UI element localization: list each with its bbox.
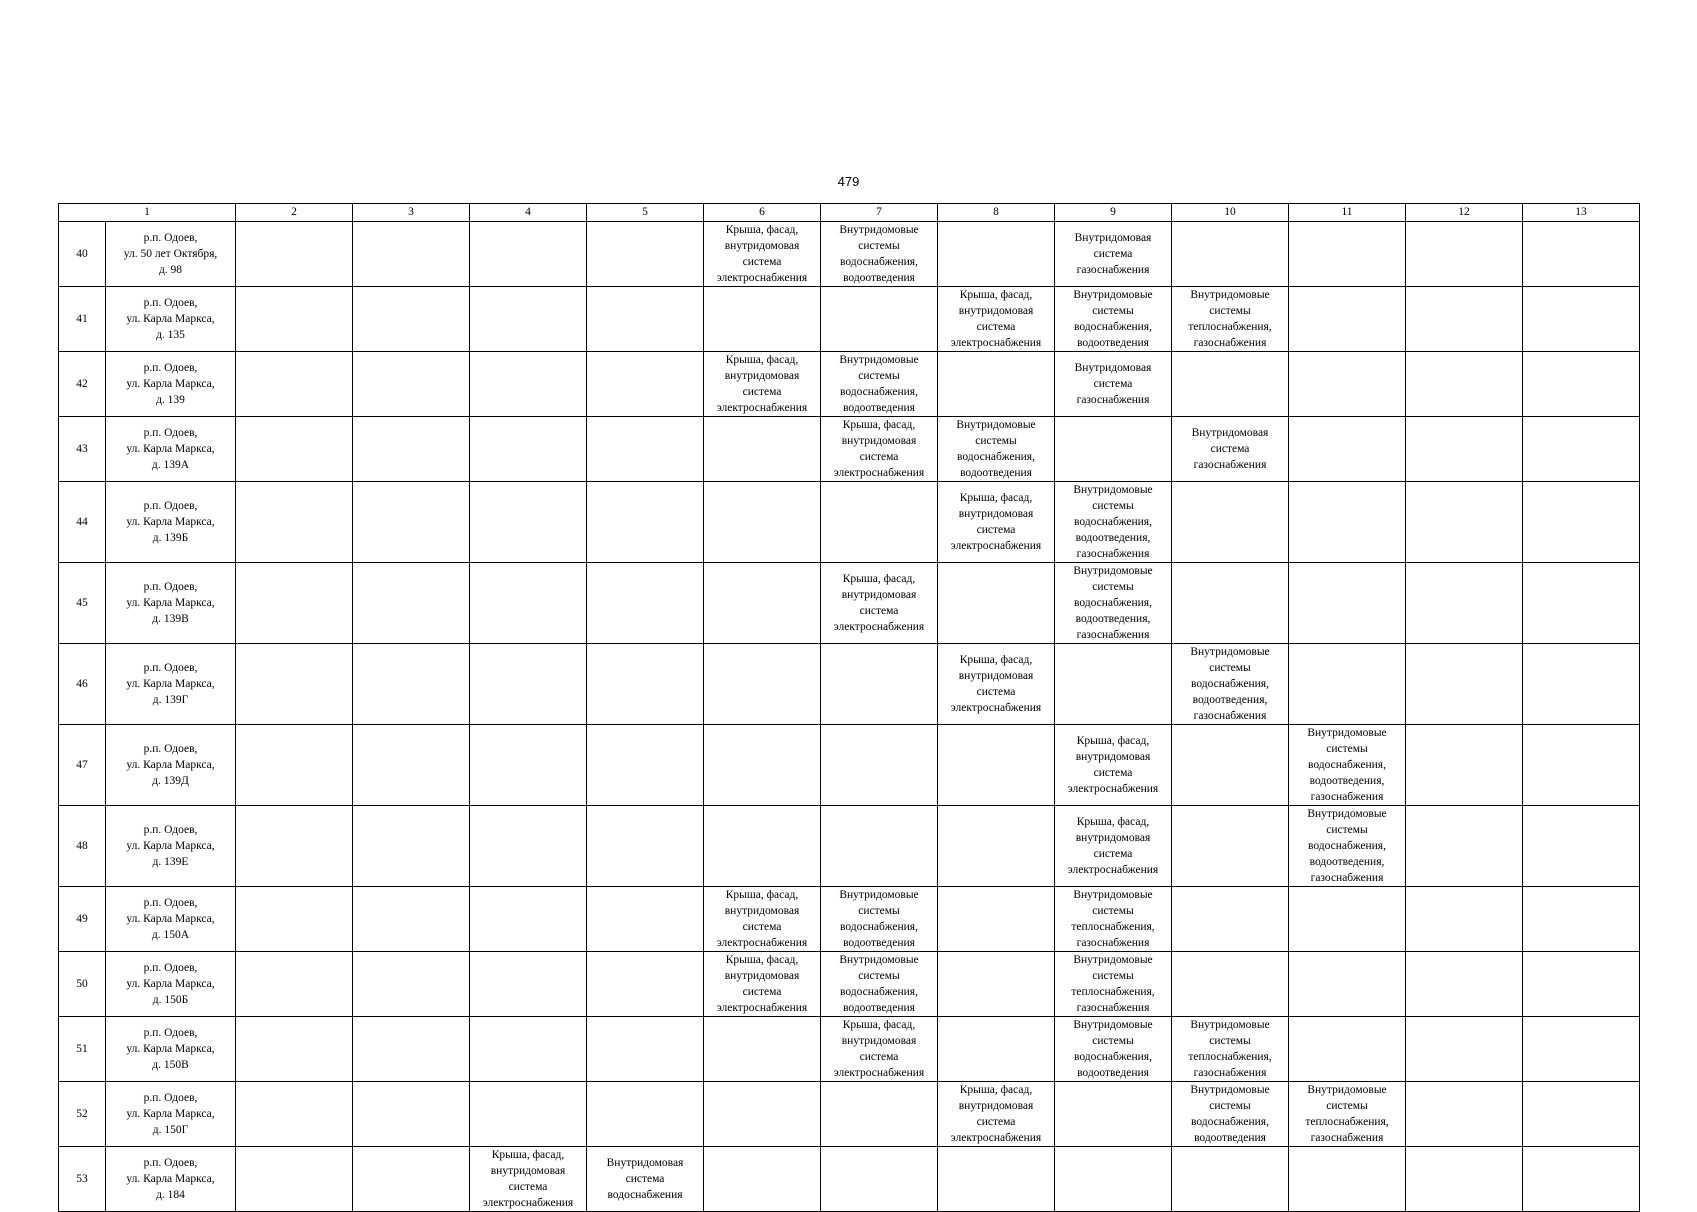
work-cell-col-7 <box>821 563 938 644</box>
work-cell-col-13 <box>1523 287 1640 352</box>
table-row <box>59 482 1640 563</box>
work-cell-col-9 <box>1055 222 1172 287</box>
work-cell-col-12 <box>1406 563 1523 644</box>
work-cell-col-9 <box>1055 287 1172 352</box>
work-type-text: Внутридомовые системы теплоснабжения, газоснабжения <box>1071 889 1155 949</box>
table-row <box>59 1017 1640 1082</box>
work-cell-col-13 <box>1523 1147 1640 1212</box>
table-row <box>59 287 1640 352</box>
work-cell-col-13 <box>1523 352 1640 417</box>
work-cell-col-13 <box>1523 952 1640 1017</box>
work-cell-col-4 <box>470 806 587 887</box>
work-type-text: Внутридомовые системы водоснабжения, водоотведения <box>839 889 919 949</box>
work-cell-col-13 <box>1523 1082 1640 1147</box>
column-header-4: 4 <box>470 204 587 222</box>
work-cell-col-3 <box>353 287 470 352</box>
work-cell-col-7 <box>821 482 938 563</box>
work-cell-col-5 <box>587 1147 704 1212</box>
work-cell-col-6 <box>704 725 821 806</box>
work-cell-col-5 <box>587 1082 704 1147</box>
work-cell-col-6 <box>704 222 821 287</box>
work-cell-col-6 <box>704 1082 821 1147</box>
work-cell-col-10 <box>1172 417 1289 482</box>
row-number: 49 <box>59 887 106 952</box>
address-cell <box>106 1082 236 1147</box>
work-cell-col-10 <box>1172 887 1289 952</box>
column-header-9: 9 <box>1055 204 1172 222</box>
work-type-text: Внутридомовые системы водоснабжения, водоотведения, газоснабжения <box>1190 646 1270 722</box>
work-cell-col-5 <box>587 287 704 352</box>
work-cell-col-2 <box>236 1017 353 1082</box>
work-cell-col-4 <box>470 1082 587 1147</box>
work-cell-col-9 <box>1055 1082 1172 1147</box>
work-cell-col-11 <box>1289 887 1406 952</box>
work-cell-col-12 <box>1406 725 1523 806</box>
row-number: 44 <box>59 482 106 563</box>
work-cell-col-12 <box>1406 887 1523 952</box>
work-cell-col-6 <box>704 563 821 644</box>
row-number: 41 <box>59 287 106 352</box>
address-text: р.п. Одоев, ул. Карла Маркса, д. 139Д <box>126 743 215 787</box>
work-type-text: Внутридомовые системы теплоснабжения, газоснабжения <box>1188 289 1272 349</box>
work-cell-col-4 <box>470 1147 587 1212</box>
work-cell-col-7 <box>821 806 938 887</box>
work-cell-col-10 <box>1172 563 1289 644</box>
work-cell-col-6 <box>704 417 821 482</box>
work-type-text: Крыша, фасад, внутридомовая система электроснабжения <box>716 954 808 1014</box>
address-text: р.п. Одоев, ул. Карла Маркса, д. 139А <box>126 427 215 471</box>
work-cell-col-7 <box>821 644 938 725</box>
work-cell-col-5 <box>587 222 704 287</box>
work-cell-col-8 <box>938 725 1055 806</box>
work-cell-col-7 <box>821 952 938 1017</box>
row-number: 48 <box>59 806 106 887</box>
work-cell-col-9 <box>1055 952 1172 1017</box>
work-cell-col-2 <box>236 287 353 352</box>
work-cell-col-3 <box>353 1147 470 1212</box>
work-type-text: Внутридомовая система газоснабжения <box>1191 427 1269 471</box>
work-cell-col-11 <box>1289 1082 1406 1147</box>
work-cell-col-3 <box>353 1017 470 1082</box>
work-cell-col-5 <box>587 725 704 806</box>
address-cell <box>106 644 236 725</box>
work-cell-col-3 <box>353 222 470 287</box>
work-type-text: Крыша, фасад, внутридомовая система электроснабжения <box>716 889 808 949</box>
work-type-text: Крыша, фасад, внутридомовая система электроснабжения <box>716 224 808 284</box>
table-row <box>59 952 1640 1017</box>
work-cell-col-12 <box>1406 287 1523 352</box>
column-header-10: 10 <box>1172 204 1289 222</box>
work-cell-col-4 <box>470 1017 587 1082</box>
work-cell-col-2 <box>236 1082 353 1147</box>
work-cell-col-8 <box>938 482 1055 563</box>
work-cell-col-8 <box>938 1082 1055 1147</box>
work-cell-col-11 <box>1289 222 1406 287</box>
address-cell <box>106 287 236 352</box>
work-cell-col-6 <box>704 1017 821 1082</box>
work-type-text: Внутридомовая система водоснабжения <box>606 1157 684 1201</box>
address-text: р.п. Одоев, ул. Карла Маркса, д. 150В <box>126 1027 215 1071</box>
work-cell-col-9 <box>1055 1147 1172 1212</box>
work-cell-col-2 <box>236 222 353 287</box>
work-cell-col-4 <box>470 352 587 417</box>
work-type-text: Внутридомовые системы водоснабжения, водоотведения <box>839 354 919 414</box>
row-number: 46 <box>59 644 106 725</box>
work-cell-col-5 <box>587 482 704 563</box>
work-cell-col-3 <box>353 725 470 806</box>
work-cell-col-6 <box>704 482 821 563</box>
work-cell-col-10 <box>1172 1082 1289 1147</box>
work-cell-col-6 <box>704 952 821 1017</box>
work-type-text: Внутридомовые системы водоснабжения, водоотведения <box>1190 1084 1270 1144</box>
row-number: 51 <box>59 1017 106 1082</box>
work-cell-col-6 <box>704 352 821 417</box>
work-cell-col-2 <box>236 725 353 806</box>
work-type-text: Крыша, фасад, внутридомовая система электроснабжения <box>482 1149 574 1209</box>
row-number: 47 <box>59 725 106 806</box>
row-number: 40 <box>59 222 106 287</box>
work-cell-col-7 <box>821 1082 938 1147</box>
address-cell <box>106 806 236 887</box>
work-cell-col-8 <box>938 806 1055 887</box>
table-row <box>59 563 1640 644</box>
column-header-5: 5 <box>587 204 704 222</box>
work-cell-col-9 <box>1055 887 1172 952</box>
work-cell-col-4 <box>470 887 587 952</box>
address-text: р.п. Одоев, ул. Карла Маркса, д. 139Б <box>126 500 215 544</box>
work-type-text: Внутридомовые системы водоснабжения, водоотведения, газоснабжения <box>1307 727 1387 803</box>
work-cell-col-9 <box>1055 352 1172 417</box>
work-cell-col-12 <box>1406 222 1523 287</box>
work-cell-col-12 <box>1406 352 1523 417</box>
table-row <box>59 644 1640 725</box>
address-cell <box>106 222 236 287</box>
work-cell-col-12 <box>1406 1082 1523 1147</box>
work-cell-col-12 <box>1406 417 1523 482</box>
address-cell <box>106 482 236 563</box>
table-row <box>59 1082 1640 1147</box>
work-cell-col-11 <box>1289 482 1406 563</box>
work-cell-col-12 <box>1406 806 1523 887</box>
work-cell-col-7 <box>821 287 938 352</box>
work-cell-col-10 <box>1172 952 1289 1017</box>
work-cell-col-3 <box>353 563 470 644</box>
work-type-text: Крыша, фасад, внутридомовая система электроснабжения <box>950 654 1042 714</box>
work-type-text: Крыша, фасад, внутридомовая система электроснабжения <box>950 1084 1042 1144</box>
address-text: р.п. Одоев, ул. Карла Маркса, д. 139 <box>126 362 215 406</box>
column-header-1: 1 <box>59 204 236 222</box>
work-cell-col-11 <box>1289 952 1406 1017</box>
work-type-text: Внутридомовые системы теплоснабжения, газоснабжения <box>1188 1019 1272 1079</box>
work-cell-col-8 <box>938 952 1055 1017</box>
row-number: 45 <box>59 563 106 644</box>
work-cell-col-7 <box>821 352 938 417</box>
work-cell-col-2 <box>236 644 353 725</box>
work-cell-col-3 <box>353 952 470 1017</box>
work-type-text: Внутридомовые системы водоснабжения, водоотведения <box>839 954 919 1014</box>
work-cell-col-13 <box>1523 417 1640 482</box>
address-cell <box>106 1147 236 1212</box>
work-type-text: Внутридомовые системы теплоснабжения, газоснабжения <box>1305 1084 1389 1144</box>
address-text: р.п. Одоев, ул. Карла Маркса, д. 139Г <box>126 662 215 706</box>
work-cell-col-2 <box>236 482 353 563</box>
address-text: р.п. Одоев, ул. 50 лет Октября, д. 98 <box>123 232 218 276</box>
work-cell-col-2 <box>236 1147 353 1212</box>
work-cell-col-11 <box>1289 1017 1406 1082</box>
work-cell-col-8 <box>938 352 1055 417</box>
work-cell-col-5 <box>587 1017 704 1082</box>
address-cell <box>106 725 236 806</box>
work-type-text: Крыша, фасад, внутридомовая система электроснабжения <box>950 492 1042 552</box>
work-cell-col-12 <box>1406 1147 1523 1212</box>
work-cell-col-10 <box>1172 222 1289 287</box>
work-type-text: Внутридомовые системы водоснабжения, водоотведения <box>1073 1019 1153 1079</box>
work-cell-col-12 <box>1406 1017 1523 1082</box>
work-cell-col-7 <box>821 887 938 952</box>
work-cell-col-13 <box>1523 887 1640 952</box>
work-cell-col-9 <box>1055 563 1172 644</box>
work-cell-col-3 <box>353 352 470 417</box>
work-cell-col-9 <box>1055 725 1172 806</box>
work-cell-col-3 <box>353 644 470 725</box>
row-number: 50 <box>59 952 106 1017</box>
work-cell-col-9 <box>1055 806 1172 887</box>
work-cell-col-9 <box>1055 482 1172 563</box>
work-cell-col-13 <box>1523 806 1640 887</box>
address-cell <box>106 887 236 952</box>
work-cell-col-8 <box>938 1147 1055 1212</box>
work-cell-col-7 <box>821 417 938 482</box>
work-cell-col-11 <box>1289 352 1406 417</box>
table-row <box>59 222 1640 287</box>
page-number: 479 <box>837 174 860 189</box>
work-cell-col-10 <box>1172 482 1289 563</box>
work-cell-col-2 <box>236 952 353 1017</box>
work-cell-col-3 <box>353 887 470 952</box>
address-text: р.п. Одоев, ул. Карла Маркса, д. 135 <box>126 297 215 341</box>
work-cell-col-10 <box>1172 644 1289 725</box>
address-text: р.п. Одоев, ул. Карла Маркса, д. 150А <box>126 897 215 941</box>
work-cell-col-12 <box>1406 952 1523 1017</box>
work-cell-col-13 <box>1523 222 1640 287</box>
column-header-11: 11 <box>1289 204 1406 222</box>
work-cell-col-10 <box>1172 1147 1289 1212</box>
address-text: р.п. Одоев, ул. Карла Маркса, д. 139Е <box>126 824 215 868</box>
address-text: р.п. Одоев, ул. Карла Маркса, д. 150Г <box>126 1092 215 1136</box>
work-cell-col-3 <box>353 806 470 887</box>
column-number-row <box>59 204 1640 222</box>
work-cell-col-5 <box>587 952 704 1017</box>
work-cell-col-5 <box>587 806 704 887</box>
work-cell-col-8 <box>938 287 1055 352</box>
work-cell-col-7 <box>821 222 938 287</box>
work-cell-col-12 <box>1406 644 1523 725</box>
work-type-text: Внутридомовая система газоснабжения <box>1074 362 1152 406</box>
work-cell-col-5 <box>587 644 704 725</box>
work-type-text: Крыша, фасад, внутридомовая система электроснабжения <box>833 1019 925 1079</box>
work-type-text: Внутридомовые системы водоснабжения, водоотведения, газоснабжения <box>1073 565 1153 641</box>
work-cell-col-13 <box>1523 644 1640 725</box>
table-row <box>59 417 1640 482</box>
work-cell-col-4 <box>470 417 587 482</box>
address-cell <box>106 563 236 644</box>
repair-schedule-table <box>58 203 1640 1212</box>
work-cell-col-9 <box>1055 417 1172 482</box>
work-type-text: Внутридомовые системы теплоснабжения, газоснабжения <box>1071 954 1155 1014</box>
column-header-7: 7 <box>821 204 938 222</box>
work-type-text: Крыша, фасад, внутридомовая система электроснабжения <box>716 354 808 414</box>
table-row <box>59 352 1640 417</box>
work-cell-col-7 <box>821 1147 938 1212</box>
work-cell-col-12 <box>1406 482 1523 563</box>
work-cell-col-11 <box>1289 287 1406 352</box>
column-header-13: 13 <box>1523 204 1640 222</box>
work-cell-col-6 <box>704 806 821 887</box>
work-cell-col-5 <box>587 352 704 417</box>
column-header-12: 12 <box>1406 204 1523 222</box>
work-cell-col-2 <box>236 887 353 952</box>
work-cell-col-8 <box>938 417 1055 482</box>
work-type-text: Крыша, фасад, внутридомовая система электроснабжения <box>1067 735 1159 795</box>
work-cell-col-4 <box>470 482 587 563</box>
work-cell-col-11 <box>1289 725 1406 806</box>
work-cell-col-9 <box>1055 644 1172 725</box>
work-cell-col-4 <box>470 644 587 725</box>
work-cell-col-7 <box>821 1017 938 1082</box>
work-cell-col-6 <box>704 887 821 952</box>
work-cell-col-6 <box>704 1147 821 1212</box>
work-cell-col-5 <box>587 887 704 952</box>
work-cell-col-6 <box>704 644 821 725</box>
table-header <box>59 204 1640 222</box>
work-cell-col-5 <box>587 563 704 644</box>
work-type-text: Внутридомовые системы водоснабжения, водоотведения <box>956 419 1036 479</box>
row-number: 52 <box>59 1082 106 1147</box>
table-row <box>59 887 1640 952</box>
column-header-6: 6 <box>704 204 821 222</box>
work-cell-col-10 <box>1172 287 1289 352</box>
work-cell-col-8 <box>938 887 1055 952</box>
work-cell-col-3 <box>353 417 470 482</box>
work-cell-col-4 <box>470 725 587 806</box>
work-type-text: Крыша, фасад, внутридомовая система электроснабжения <box>833 419 925 479</box>
address-cell <box>106 417 236 482</box>
work-cell-col-4 <box>470 222 587 287</box>
work-cell-col-2 <box>236 563 353 644</box>
work-type-text: Крыша, фасад, внутридомовая система электроснабжения <box>833 573 925 633</box>
work-type-text: Внутридомовые системы водоснабжения, водоотведения <box>1073 289 1153 349</box>
column-header-3: 3 <box>353 204 470 222</box>
work-cell-col-10 <box>1172 352 1289 417</box>
work-cell-col-10 <box>1172 1017 1289 1082</box>
row-number: 42 <box>59 352 106 417</box>
work-cell-col-8 <box>938 222 1055 287</box>
work-cell-col-13 <box>1523 1017 1640 1082</box>
work-type-text: Внутридомовая система газоснабжения <box>1074 232 1152 276</box>
address-text: р.п. Одоев, ул. Карла Маркса, д. 184 <box>126 1157 215 1201</box>
work-type-text: Крыша, фасад, внутридомовая система электроснабжения <box>950 289 1042 349</box>
work-cell-col-4 <box>470 952 587 1017</box>
work-cell-col-13 <box>1523 482 1640 563</box>
work-cell-col-8 <box>938 563 1055 644</box>
address-cell <box>106 352 236 417</box>
address-text: р.п. Одоев, ул. Карла Маркса, д. 139В <box>126 581 215 625</box>
work-cell-col-3 <box>353 482 470 563</box>
work-cell-col-11 <box>1289 563 1406 644</box>
work-cell-col-11 <box>1289 806 1406 887</box>
work-type-text: Внутридомовые системы водоснабжения, водоотведения, газоснабжения <box>1307 808 1387 884</box>
work-cell-col-6 <box>704 287 821 352</box>
table-row <box>59 1147 1640 1212</box>
work-cell-col-5 <box>587 417 704 482</box>
table-row <box>59 725 1640 806</box>
work-cell-col-10 <box>1172 806 1289 887</box>
column-header-8: 8 <box>938 204 1055 222</box>
work-cell-col-11 <box>1289 644 1406 725</box>
work-cell-col-3 <box>353 1082 470 1147</box>
work-cell-col-13 <box>1523 725 1640 806</box>
work-cell-col-2 <box>236 417 353 482</box>
table-body <box>59 222 1640 1212</box>
work-type-text: Внутридомовые системы водоснабжения, водоотведения <box>839 224 919 284</box>
work-cell-col-7 <box>821 725 938 806</box>
table-row <box>59 806 1640 887</box>
work-cell-col-4 <box>470 287 587 352</box>
work-cell-col-9 <box>1055 1017 1172 1082</box>
work-cell-col-8 <box>938 1017 1055 1082</box>
work-cell-col-2 <box>236 352 353 417</box>
row-number: 53 <box>59 1147 106 1212</box>
work-type-text: Крыша, фасад, внутридомовая система электроснабжения <box>1067 816 1159 876</box>
address-cell <box>106 1017 236 1082</box>
work-cell-col-2 <box>236 806 353 887</box>
work-cell-col-4 <box>470 563 587 644</box>
address-cell <box>106 952 236 1017</box>
work-cell-col-8 <box>938 644 1055 725</box>
work-cell-col-11 <box>1289 417 1406 482</box>
work-cell-col-10 <box>1172 725 1289 806</box>
work-cell-col-13 <box>1523 563 1640 644</box>
work-type-text: Внутридомовые системы водоснабжения, водоотведения, газоснабжения <box>1073 484 1153 560</box>
work-cell-col-11 <box>1289 1147 1406 1212</box>
column-header-2: 2 <box>236 204 353 222</box>
address-text: р.п. Одоев, ул. Карла Маркса, д. 150Б <box>126 962 215 1006</box>
row-number: 43 <box>59 417 106 482</box>
